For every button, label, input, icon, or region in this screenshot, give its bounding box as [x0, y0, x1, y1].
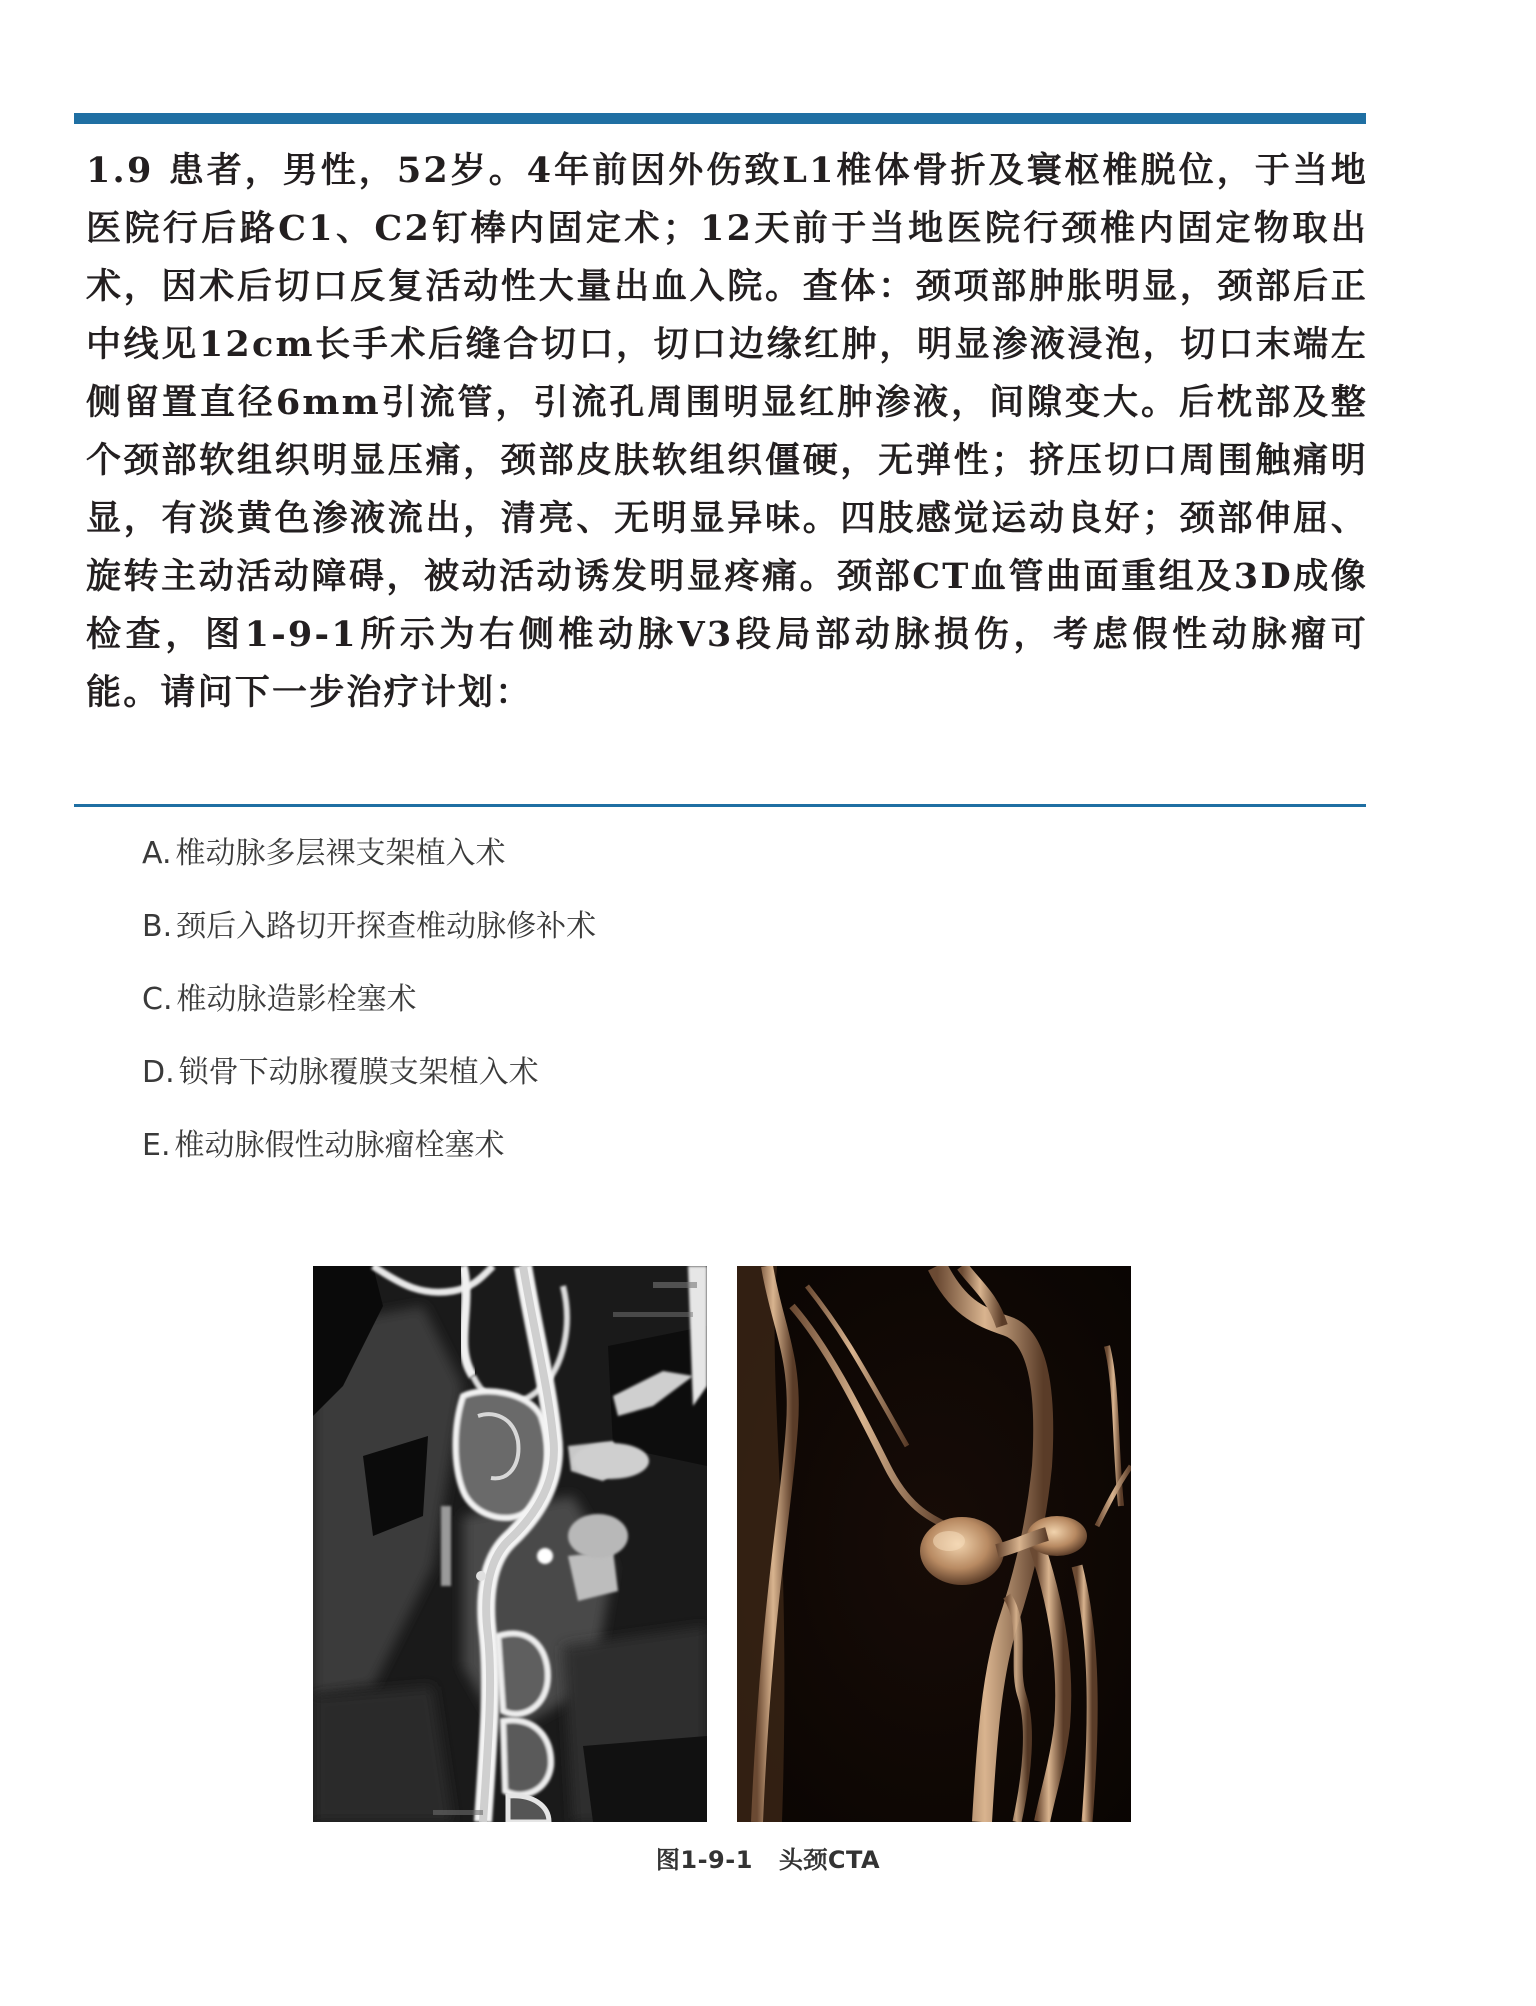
3d-volume-rendering-image: [737, 1266, 1131, 1822]
option-letter: A.: [142, 836, 172, 871]
option-text: 椎动脉多层裸支架植入术: [175, 836, 506, 871]
divider-rule: [74, 804, 1366, 807]
3d-image-graphic: [737, 1266, 1131, 1822]
ct-image-graphic: [313, 1266, 707, 1822]
figure-caption: [0, 1840, 1536, 1875]
answer-options: [142, 826, 596, 1191]
option-letter: E.: [142, 1128, 171, 1163]
option-text: 颈后入路切开探查椎动脉修补术: [176, 909, 597, 944]
option-letter: B.: [142, 909, 173, 944]
ct-reconstruction-image: [313, 1266, 707, 1822]
figure-cta: [313, 1266, 1131, 1822]
option-letter: D.: [142, 1055, 175, 1090]
option-text: 椎动脉造影栓塞术: [176, 982, 417, 1017]
option-b[interactable]: [142, 899, 596, 972]
option-e[interactable]: [142, 1118, 596, 1191]
option-a[interactable]: [142, 826, 596, 899]
option-c[interactable]: [142, 972, 596, 1045]
option-letter: C.: [142, 982, 173, 1017]
option-text: 锁骨下动脉覆膜支架植入术: [178, 1055, 539, 1090]
caption-title: 头颈CTA: [778, 1846, 881, 1874]
option-d[interactable]: [142, 1045, 596, 1118]
caption-number: 图1-9-1: [655, 1846, 753, 1874]
option-text: 椎动脉假性动脉瘤栓塞术: [174, 1128, 505, 1163]
top-rule: [74, 113, 1366, 124]
question-stem: 1.9 患者，男性，52岁。4年前因外伤致L1椎体骨折及寰枢椎脱位，于当地医院行后路C1、C2钉棒内固定术；12天前于当地医院行颈椎内固定物取出术，因术后切口反复活动性大量出血入院。查体：颈项部肿胀明显，颈部后正中线见12cm长手术后缝合切口，切口边缘红肿，明显渗液浸泡，切口末端左侧留置直径6mm引流管，引流孔周围明显红肿渗液，间隙变大。后枕部及整个颈部软组织明显压痛，颈部皮肤软组织僵硬，无弹性；挤压切口周围触痛明显，有淡黄色渗液流出，清亮、无明显异味。四肢感觉运动良好；颈部伸屈、旋转主动活动障碍，被动活动诱发明显疼痛。颈部CT血管曲面重组及3D成像检查，图1-9-1所示为右侧椎动脉V3段局部动脉损伤，考虑假性动脉瘤可能。请问下一步治疗计划：: [86, 150, 1368, 713]
